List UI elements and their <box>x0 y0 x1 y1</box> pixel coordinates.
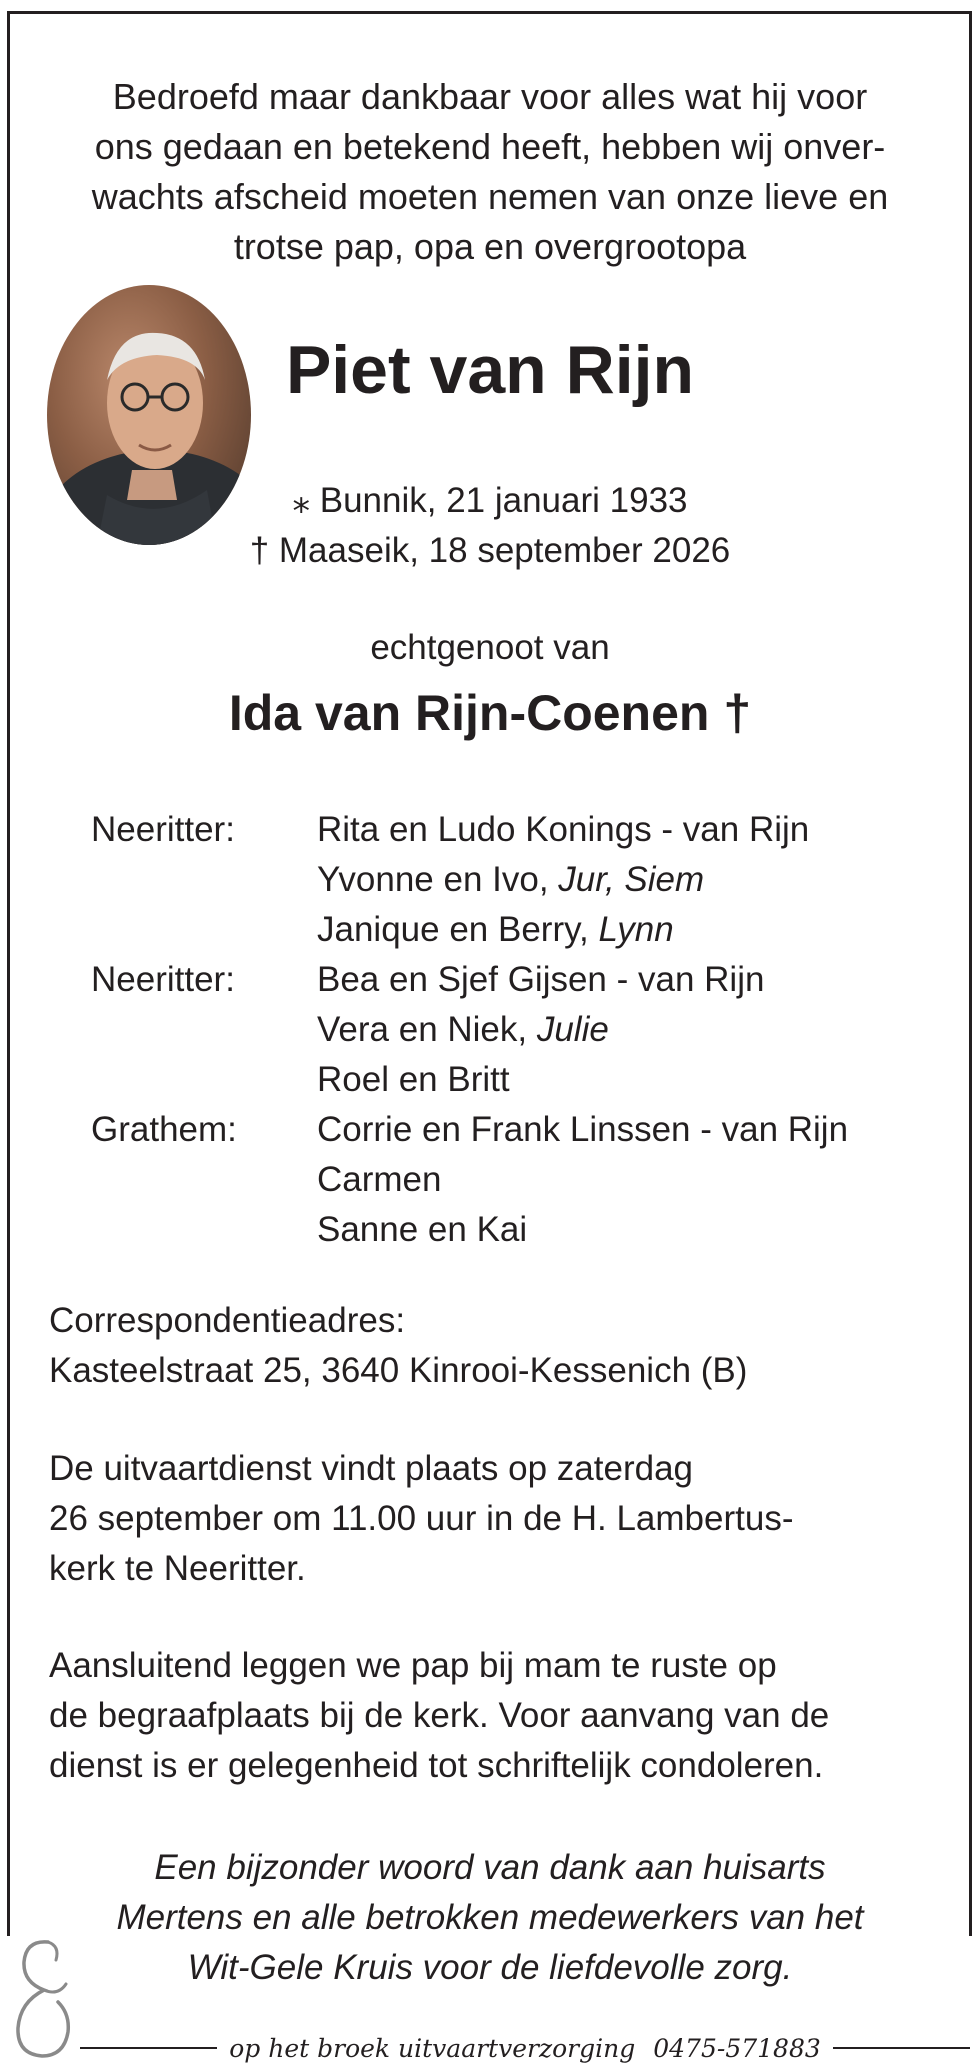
footer-rule-right <box>833 2047 970 2049</box>
burial-paragraph <box>49 1641 949 1791</box>
family-line: Vera en Niek, Julie <box>317 1010 609 1049</box>
intro-line: wachts afscheid moeten nemen van onze lieve en <box>91 176 889 217</box>
family-line: Yvonne en Ivo, Jur, Siem <box>317 860 705 899</box>
family-list <box>91 805 951 1255</box>
family-group <box>91 1105 951 1255</box>
intro-text <box>40 72 940 272</box>
company-phone: 0475-571883 <box>653 2033 821 2063</box>
correspondence-block <box>49 1296 949 1396</box>
service-paragraph <box>49 1444 949 1594</box>
family-line: Janique en Berry, Lynn <box>317 910 674 949</box>
life-dates <box>200 476 780 576</box>
thanks-line: Een bijzonder woord van dank aan huisarts <box>154 1848 826 1887</box>
family-place: Neeritter: <box>91 960 235 999</box>
deceased-name: Piet van Rijn <box>285 332 695 408</box>
service-line: 26 september om 11.00 uur in de H. Lambertus- <box>49 1499 794 1538</box>
death-date: † Maaseik, 18 september 2026 <box>249 531 731 570</box>
family-group <box>91 955 951 1105</box>
family-line: Rita en Ludo Konings - van Rijn <box>317 810 810 849</box>
spouse-intro: echtgenoot van <box>370 628 610 667</box>
family-members <box>317 805 951 955</box>
burial-line: Aansluitend leggen we pap bij mam te ruste op <box>49 1646 777 1685</box>
thanks-paragraph <box>40 1843 940 1993</box>
intro-line: ons gedaan en betekend heeft, hebben wij onver- <box>94 126 886 167</box>
footer-text <box>217 2034 833 2063</box>
birth-date: ⁎ Bunnik, 21 januari 1933 <box>292 481 688 520</box>
intro-line: Bedroefd maar dankbaar voor alles wat hij voor <box>112 76 868 117</box>
family-line: Roel en Britt <box>317 1060 510 1099</box>
correspondence-address: Kasteelstraat 25, 3640 Kinrooi-Kessenich (B) <box>49 1351 748 1390</box>
family-members <box>317 1105 951 1255</box>
service-line: De uitvaartdienst vindt plaats op zaterdag <box>49 1449 693 1488</box>
thanks-line: Wit-Gele Kruis voor de liefdevolle zorg. <box>187 1948 793 1987</box>
family-line: Sanne en Kai <box>317 1210 528 1249</box>
burial-line: de begraafplaats bij de kerk. Voor aanvang van de <box>49 1696 830 1735</box>
spouse-name: Ida van Rijn-Coenen † <box>228 685 752 741</box>
company-name: op het broek uitvaartverzorging <box>229 2033 636 2063</box>
footer <box>80 2028 970 2068</box>
intro-line: trotse pap, opa en overgrootopa <box>233 226 747 267</box>
service-line: kerk te Neeritter. <box>49 1549 306 1588</box>
family-members <box>317 955 951 1105</box>
ampersand-logo-icon <box>8 1932 74 2060</box>
thanks-line: Mertens en alle betrokken medewerkers van het <box>116 1898 864 1937</box>
family-place: Neeritter: <box>91 810 235 849</box>
family-line: Carmen <box>317 1160 442 1199</box>
family-line: Bea en Sjef Gijsen - van Rijn <box>317 960 765 999</box>
correspondence-label: Correspondentieadres: <box>49 1301 406 1340</box>
family-group <box>91 805 951 955</box>
family-place: Grathem: <box>91 1110 237 1149</box>
footer-rule-left <box>80 2047 217 2049</box>
family-line: Corrie en Frank Linssen - van Rijn <box>317 1110 849 1149</box>
burial-line: dienst is er gelegenheid tot schriftelijk condoleren. <box>49 1746 824 1785</box>
